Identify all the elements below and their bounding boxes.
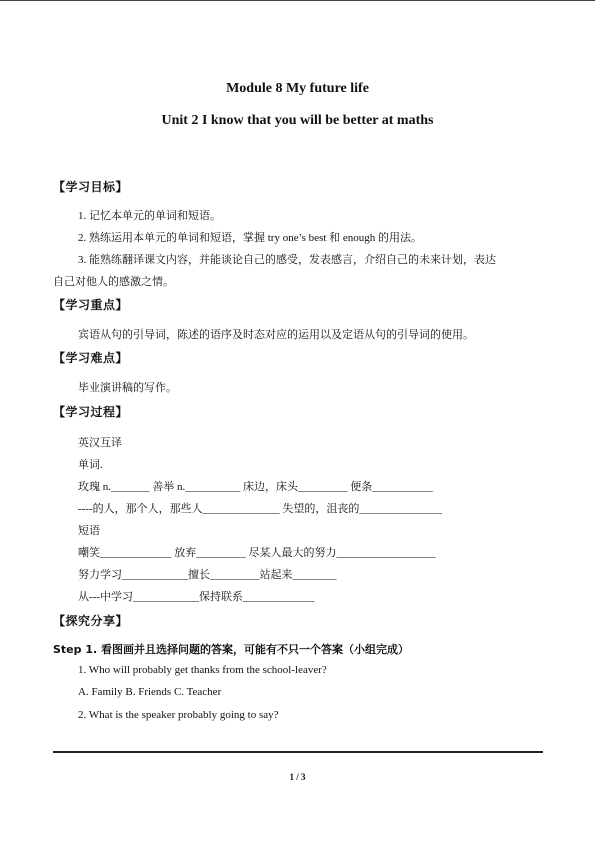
top-rule bbox=[0, 0, 595, 1]
process-line: 从---中学习____________保持联系_____________ bbox=[78, 591, 315, 603]
explore-heading: 【探究分享】 bbox=[53, 614, 129, 628]
question-1-options: A. Family B. Friends C. Teacher bbox=[78, 686, 222, 698]
question-1: 1. Who will probably get thanks from the school-leaver? bbox=[78, 664, 327, 676]
objective-item: 自己对他人的感激之情。 bbox=[53, 276, 174, 288]
process-line: 短语 bbox=[78, 525, 100, 537]
difficulties-text: 毕业演讲稿的写作。 bbox=[78, 382, 177, 394]
process-line: 单词. bbox=[78, 459, 103, 471]
process-line: 努力学习____________擅长_________站起来________ bbox=[78, 569, 337, 581]
objective-item: 3. 能熟练翻译课文内容，并能谈论自己的感受，发表感言，介绍自己的未来计划，表达 bbox=[78, 254, 496, 266]
process-line: 玫瑰 n._______ 善举 n.__________ 床边，床头_________ 便条___________ bbox=[78, 481, 433, 493]
process-line: 嘲笑_____________ 放弃_________ 尽某人最大的努力__________________ bbox=[78, 547, 436, 559]
process-line: ----的人，那个人，那些人______________ 失望的，沮丧的_______________ bbox=[78, 503, 442, 515]
page-subtitle: Unit 2 I know that you will be better at maths bbox=[161, 113, 434, 128]
objective-item: 1. 记忆本单元的单词和短语。 bbox=[78, 210, 221, 222]
question-2: 2. What is the speaker probably going to say? bbox=[78, 709, 279, 721]
key-points-text: 宾语从句的引导词，陈述的语序及时态对应的运用以及定语从句的引导词的使用。 bbox=[78, 329, 474, 341]
step-1-instruction: Step 1. 看图画并且选择问题的答案，可能有不只一个答案（小组完成） bbox=[53, 643, 410, 656]
key-points-heading: 【学习重点】 bbox=[53, 298, 129, 312]
footer-rule bbox=[53, 751, 543, 753]
objectives-heading: 【学习目标】 bbox=[53, 180, 129, 194]
difficulties-heading: 【学习难点】 bbox=[53, 351, 129, 365]
process-line: 英汉互译 bbox=[78, 437, 122, 449]
process-heading: 【学习过程】 bbox=[53, 405, 129, 419]
page-number: 1 / 3 bbox=[289, 772, 306, 782]
objective-item: 2. 熟练运用本单元的单词和短语，掌握 try one’s best 和 enough 的用法。 bbox=[78, 232, 423, 244]
page-title: Module 8 My future life bbox=[226, 81, 369, 96]
